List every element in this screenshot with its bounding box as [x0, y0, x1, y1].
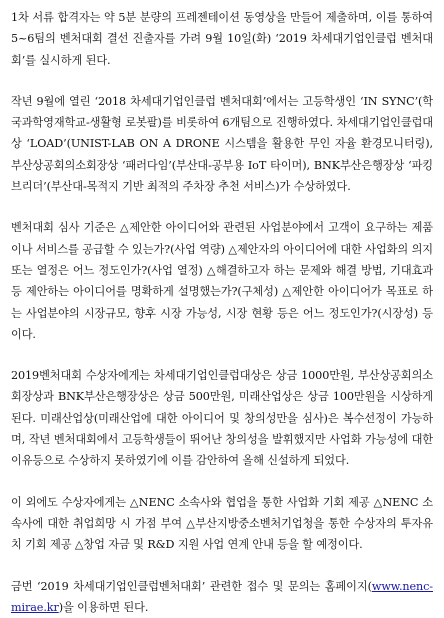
paragraph-spacer — [11, 197, 433, 217]
contact-text-before: 금번 ‘2019 차세대기업인클럽벤처대회’ 관련한 접수 및 문의는 홈페이지( — [11, 579, 372, 593]
contact-text-after: )을 이용하면 된다. — [58, 600, 149, 614]
paragraph-contact — [11, 576, 433, 618]
paragraph-spacer — [11, 345, 433, 365]
paragraph-judging-criteria: 벤처대회 심사 기준은 △제안한 아이디어와 관련된 사업분야에서 고객이 요구하는 제품이나 서비스를 공급할 수 있는가?(사업 역량) △제안자의 아이디어에 대한 사업화의 의지 또는 열정은 어느 정도인가?(사업 열정) △해결하고자 하는 문제와 해결 방법, 기대효과 등 제안하는 아이디어를 명확하게 설명했는가?(구체성) △제안한 아이디어가 목표로 하는 사업분야의 시장규모, 향후 시장 가능성, 시장 현황 등은 어느 정도인가?(시장성) 등이다. — [11, 221, 433, 341]
paragraph-spacer — [11, 556, 433, 576]
paragraph-2018-results: 작년 9월에 열린 ‘2018 차세대기업인클럽 벤처대회’에서는 고등학생인 ‘IN SYNC’(학국과학영재학교-생활형 로봇팔)를 비롯하여 6개팀으로 진행하였다. 차세대기업인클럽대상 ‘LOAD’(UNIST-LAB ON A DRONE 시스템을 활용한 무인 자율 환경모니터링), 부산상공회의소회장상 ‘패러다임’(부산대-공부용 IoT 타이머), BNK부산은행장상 ‘파킹브리더’(부산대-목적지 기반 최적의 주차장 추천 서비스)가 수상하였다. — [11, 94, 433, 194]
homepage-link[interactable]: www.nenc-mirae.kr — [11, 579, 433, 614]
paragraph-spacer — [11, 71, 433, 91]
paragraph-prizes: 2019벤처대회 수상자에게는 차세대기업인클럽대상은 상금 1000만원, 부산상공회의소 회장상과 BNK부산은행장상은 상금 500만원, 미래산업상은 상금 100만원을 시상하게 된다. 미래산업상(미래산업에 대한 아이디어 및 창의성만을 심사)은 복수선정이 가능하며, 작년 벤처대회에서 고등학생들이 뛰어난 창의성을 발휘했지만 사업화 가능성에 대한 이유등으로 수상하지 못하였기에 이를 감안하여 올해 신설하게 되었다. — [11, 369, 433, 468]
paragraph-qualification: 1차 서류 합격자는 약 5분 분량의 프레젠테이션 동영상을 만들어 제출하며, 이를 통하여 5~6팀의 벤처대회 결선 진출자를 가려 9월 10일(화) ‘2019 차세대기업인클럽 벤처대회’를 실시하게 된다. — [11, 11, 433, 67]
paragraph-benefits: 이 외에도 수상자에게는 △NENC 소속사와 협업을 통한 사업화 기회 제공 △NENC 소속사에 대한 취업희망 시 가점 부여 △부산지방중소벤처기업청을 통한 수상자의 투자유치 기회 제공 △창업 자금 및 R&D 지원 사업 연계 안내 등을 할 예정이다. — [11, 495, 433, 552]
paragraph-spacer — [11, 472, 433, 492]
